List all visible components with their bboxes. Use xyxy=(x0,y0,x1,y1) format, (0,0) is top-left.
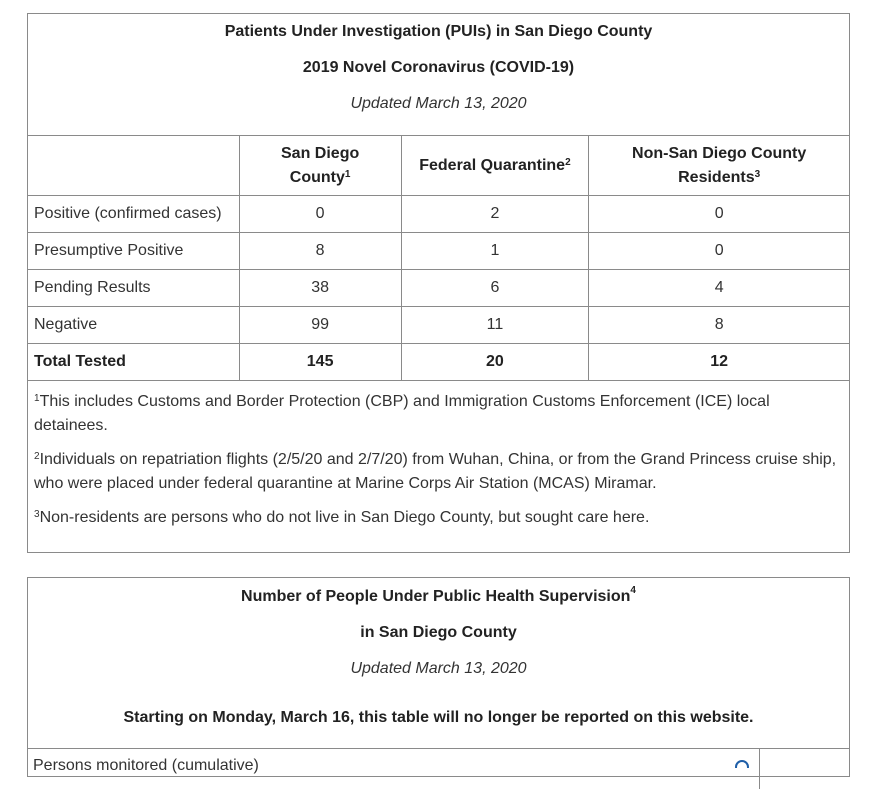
column-divider xyxy=(759,749,760,789)
pui-title: Patients Under Investigation (PUIs) in San Diego County xyxy=(224,23,653,40)
footnote-ref: 3 xyxy=(754,168,761,180)
table-cell: 1 xyxy=(401,233,589,270)
column-header-federal-quarantine xyxy=(401,136,589,196)
footnote-1 xyxy=(34,390,843,438)
header-row xyxy=(28,136,850,196)
footnote-ref: 4 xyxy=(630,585,636,596)
pui-table xyxy=(27,13,850,553)
column-label: Non-San Diego County Residents xyxy=(632,144,807,186)
pui-data-grid xyxy=(27,135,850,381)
table-cell: 8 xyxy=(239,233,401,270)
footnote-2 xyxy=(34,448,843,496)
footnote-marker: 1 xyxy=(34,393,40,404)
empty-header-cell xyxy=(28,136,240,196)
footnote-ref: 2 xyxy=(565,156,571,168)
footnote-3 xyxy=(34,506,843,530)
supervision-updated: Updated March 13, 2020 xyxy=(350,660,527,677)
table-cell: 2 xyxy=(401,196,589,233)
supervision-title xyxy=(28,585,849,624)
supervision-subtitle: in San Diego County xyxy=(360,624,517,641)
table-cell: 0 xyxy=(239,196,401,233)
column-header-san-diego xyxy=(239,136,401,196)
row-label: Persons monitored (cumulative) xyxy=(33,757,259,774)
table-cell: 8 xyxy=(589,307,850,344)
row-label: Positive (confirmed cases) xyxy=(28,196,240,233)
pui-subtitle: 2019 Novel Coronavirus (COVID-19) xyxy=(302,59,575,76)
table-cell: 6 xyxy=(401,270,589,307)
footnote-text: Non-residents are persons who do not live in San Diego County, but sought care here. xyxy=(39,509,650,526)
table-row xyxy=(28,196,850,233)
supervision-title-text: Number of People Under Public Health Supervision xyxy=(241,588,631,605)
pui-header xyxy=(28,23,849,113)
supervision-table xyxy=(27,577,850,777)
total-row xyxy=(28,344,850,381)
table-cell: 11 xyxy=(401,307,589,344)
footnote-marker: 3 xyxy=(34,509,40,520)
table-row xyxy=(28,307,850,344)
row-label: Pending Results xyxy=(28,270,240,307)
table-cell: 4 xyxy=(589,270,850,307)
footnote-marker: 2 xyxy=(34,451,40,462)
footnotes xyxy=(34,390,843,540)
accessibility-icon[interactable] xyxy=(735,760,749,768)
pui-updated: Updated March 13, 2020 xyxy=(350,95,527,112)
table-cell: 38 xyxy=(239,270,401,307)
table-row xyxy=(28,233,850,270)
table-cell: 12 xyxy=(589,344,850,381)
row-label: Total Tested xyxy=(28,344,240,381)
table-cell: 145 xyxy=(239,344,401,381)
footnote-ref: 1 xyxy=(344,168,351,180)
column-label: San Diego County xyxy=(281,144,360,186)
table-cell: 20 xyxy=(401,344,589,381)
footnote-text: Individuals on repatriation flights (2/5/20 and 2/7/20) from Wuhan, China, or from the Grand Princess cruise ship, who were placed under federal quarantine at Marine Corps Air Station (MCAS) Miramar. xyxy=(34,451,837,492)
floating-widget[interactable] xyxy=(729,757,872,768)
supervision-header xyxy=(28,585,849,727)
row-label: Presumptive Positive xyxy=(28,233,240,270)
column-label: Federal Quarantine xyxy=(419,156,566,174)
footnote-text: This includes Customs and Border Protection (CBP) and Immigration Customs Enforcement (ICE) local detainees. xyxy=(34,393,770,434)
table-cell: 0 xyxy=(589,196,850,233)
table-row xyxy=(28,270,850,307)
table-cell: 0 xyxy=(589,233,850,270)
column-header-non-residents xyxy=(589,136,850,196)
row-label: Negative xyxy=(28,307,240,344)
table-row xyxy=(27,748,850,789)
supervision-notice: Starting on Monday, March 16, this table will no longer be reported on this website. xyxy=(123,709,754,726)
table-cell: 99 xyxy=(239,307,401,344)
